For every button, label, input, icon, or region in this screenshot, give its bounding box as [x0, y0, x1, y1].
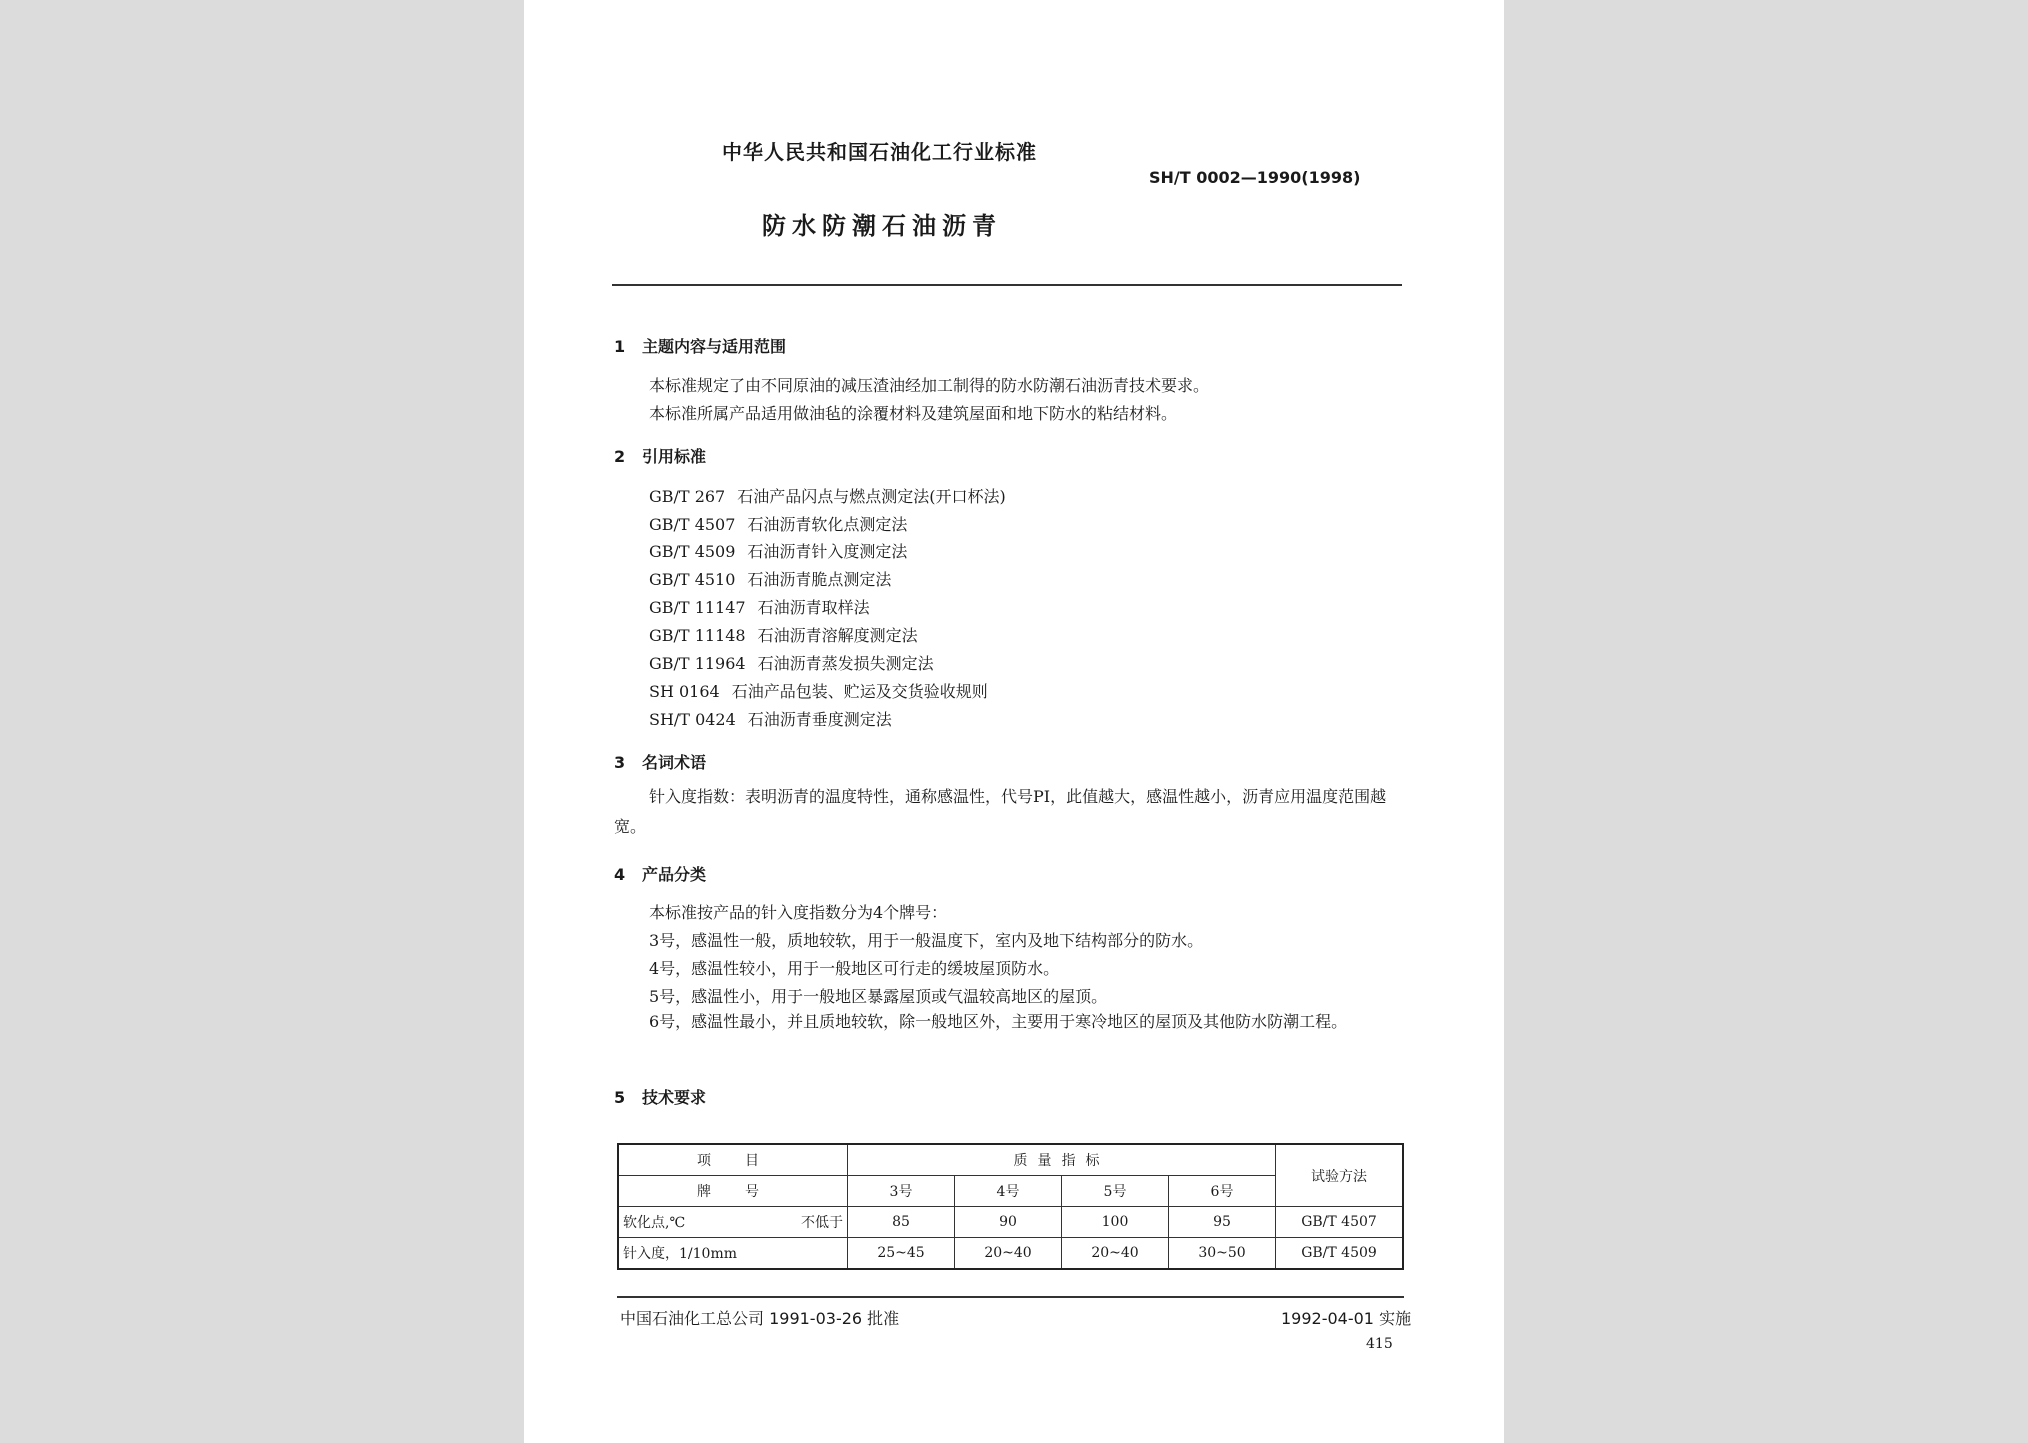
section-4-para: 5号，感温性小，用于一般地区暴露屋顶或气温较高地区的屋顶。: [649, 987, 1108, 1006]
table-cell: 85: [848, 1207, 955, 1238]
page-number: 415: [1366, 1336, 1393, 1352]
footer-rule: [617, 1296, 1404, 1298]
reference-item: GB/T 11147 石油沥青取样法: [649, 598, 870, 617]
section-4-para: 3号，感温性一般，质地较软，用于一般温度下，室内及地下结构部分的防水。: [649, 931, 1204, 950]
table-header-cell: 6号: [1169, 1176, 1276, 1207]
standard-code: SH/T 0002—1990(1998): [1149, 168, 1361, 187]
reference-item: GB/T 267 石油产品闪点与燃点测定法(开口杯法): [649, 487, 1006, 506]
table-row: [618, 1238, 1403, 1270]
section-1-para: 本标准规定了由不同原油的减压渣油经加工制得的防水防潮石油沥青技术要求。: [649, 376, 1210, 395]
table-cell: 25~45: [848, 1238, 955, 1270]
table-header-cell: 牌 号: [618, 1176, 848, 1207]
table-cell: 90: [955, 1207, 1062, 1238]
section-1-para: 本标准所属产品适用做油毡的涂覆材料及建筑屋面和地下防水的粘结材料。: [649, 404, 1178, 423]
section-5-heading: 5 技术要求: [614, 1088, 707, 1107]
header-rule: [612, 284, 1402, 286]
table-cell: 软化点,℃ 不低于: [618, 1207, 848, 1238]
table-header-cell: 3号: [848, 1176, 955, 1207]
table-cell: 20~40: [1062, 1238, 1169, 1270]
section-2-heading: 2 引用标准: [614, 447, 707, 466]
table-header-cell: 5号: [1062, 1176, 1169, 1207]
table-cell: 针入度，1/10mm: [618, 1238, 848, 1270]
table-header-cell: 试验方法: [1276, 1144, 1404, 1207]
section-4-para: 6号，感温性最小，并且质地较软，除一般地区外，主要用于寒冷地区的屋顶及其他防水防潮工程。: [649, 1012, 1348, 1031]
reference-item: GB/T 11148 石油沥青溶解度测定法: [649, 626, 918, 645]
reference-item: GB/T 4510 石油沥青脆点测定法: [649, 570, 892, 589]
section-4-para: 4号，感温性较小，用于一般地区可行走的缓坡屋顶防水。: [649, 959, 1060, 978]
table-cell: 100: [1062, 1207, 1169, 1238]
effective-date: 1992-04-01 实施: [1281, 1309, 1412, 1328]
spec-table: [617, 1143, 1404, 1270]
document-title: 防水防潮石油沥青: [762, 212, 1002, 240]
reference-item: GB/T 4509 石油沥青针入度测定法: [649, 542, 908, 561]
document-page: [524, 0, 1504, 1443]
table-header-row: [618, 1144, 1403, 1176]
table-cell: 20~40: [955, 1238, 1062, 1270]
reference-item: SH 0164 石油产品包装、贮运及交货验收规则: [649, 682, 988, 701]
table-cell: GB/T 4507: [1276, 1207, 1404, 1238]
table-row: [618, 1207, 1403, 1238]
reference-item: GB/T 4507 石油沥青软化点测定法: [649, 515, 908, 534]
issuing-org: 中华人民共和国石油化工行业标准: [722, 140, 1037, 164]
table-cell: GB/T 4509: [1276, 1238, 1404, 1270]
section-3-heading: 3 名词术语: [614, 753, 707, 772]
reference-item: GB/T 11964 石油沥青蒸发损失测定法: [649, 654, 934, 673]
table-cell: 95: [1169, 1207, 1276, 1238]
section-4-heading: 4 产品分类: [614, 865, 707, 884]
table-header-cell: 项 目: [618, 1144, 848, 1176]
section-1-heading: 1 主题内容与适用范围: [614, 337, 787, 356]
table-header-cell: 4号: [955, 1176, 1062, 1207]
table-cell: 30~50: [1169, 1238, 1276, 1270]
section-3-para: 针入度指数：表明沥青的温度特性，通称感温性，代号PI，此值越大，感温性越小，沥青应用温度范围越宽。: [614, 787, 1387, 836]
section-4-para: 本标准按产品的针入度指数分为4个牌号：: [649, 903, 948, 922]
approval-note: 中国石油化工总公司 1991-03-26 批准: [620, 1309, 900, 1328]
reference-item: SH/T 0424 石油沥青垂度测定法: [649, 710, 892, 729]
table-header-cell: 质量指标: [848, 1144, 1276, 1176]
